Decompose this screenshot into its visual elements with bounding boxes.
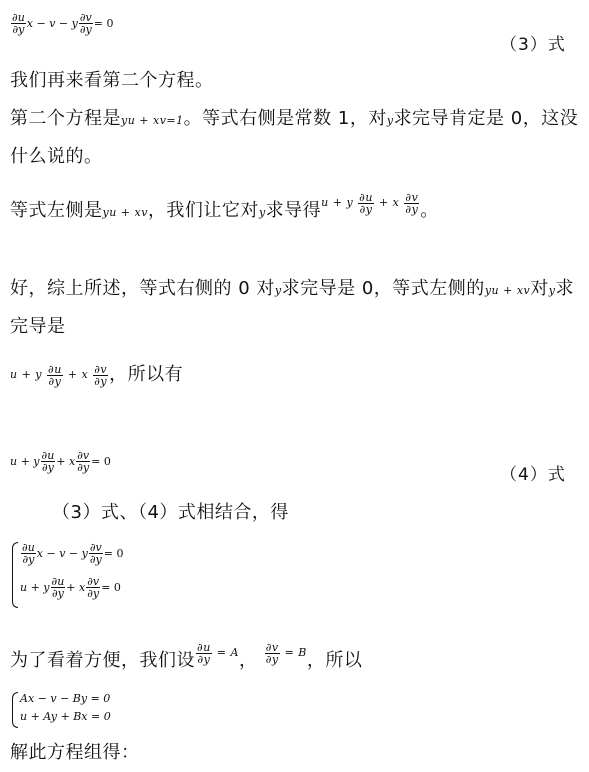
system-row	[20, 542, 123, 565]
equation-system-2	[10, 690, 170, 730]
numerator: ∂v	[405, 190, 419, 204]
numerator: ∂v	[89, 541, 102, 554]
equation-tag-4: （4）式	[500, 465, 566, 485]
partial-v-over-partial-y	[265, 642, 280, 665]
term: + x	[378, 196, 400, 209]
equals-zero: = 0	[103, 547, 124, 560]
text: 求	[555, 278, 574, 299]
term: u + y	[321, 196, 354, 209]
partial-u-over-partial-y	[21, 542, 36, 565]
equation-4	[10, 450, 111, 473]
text: ，所以	[306, 650, 363, 671]
system-row: u + Ay + Bx = 0	[20, 710, 111, 723]
definition-a	[195, 640, 239, 666]
partial-u-over-partial-y	[196, 642, 212, 665]
paragraph-line: 我们再来看第二个方程。	[10, 70, 214, 91]
partial-u-over-partial-y	[51, 576, 66, 599]
denominator: ∂y	[89, 553, 102, 566]
equation-system-1	[10, 540, 210, 610]
term: + x	[66, 581, 86, 594]
inline-equation: yu + xv=1	[121, 114, 184, 127]
system-row	[20, 576, 121, 599]
numerator: ∂u	[41, 449, 55, 462]
denominator: ∂y	[22, 553, 35, 566]
numerator: ∂u	[22, 541, 35, 554]
numerator: ∂v	[79, 11, 92, 24]
denominator: ∂y	[265, 652, 279, 666]
partial-v-over-partial-y	[86, 576, 100, 599]
partial-u-over-partial-y	[11, 12, 26, 35]
var-y: y	[258, 206, 266, 219]
left-brace	[12, 542, 18, 608]
denominator: ∂y	[405, 202, 419, 216]
numerator: ∂u	[197, 640, 211, 654]
denominator: ∂y	[359, 202, 373, 216]
denominator: ∂y	[41, 461, 54, 474]
paragraph-line: 完导是	[10, 316, 66, 337]
term: + x	[56, 455, 76, 468]
text: ，我们让它对	[147, 200, 259, 221]
paragraph-line	[10, 640, 363, 674]
inline-expression: yu + xv	[484, 284, 531, 297]
paragraph-line: 什么说的。	[10, 146, 103, 167]
partial-u-over-partial-y	[47, 364, 63, 387]
paragraph-line	[10, 276, 574, 304]
equation-3	[10, 12, 113, 35]
text: 对	[530, 278, 549, 299]
text: 求导得	[265, 200, 322, 221]
equals-a: = A	[216, 646, 239, 659]
definition-b	[264, 640, 307, 666]
denominator: ∂y	[12, 23, 25, 36]
paragraph-line	[10, 362, 183, 388]
text: 。等式右侧是常数 1，对	[183, 108, 387, 129]
var-y: y	[548, 284, 556, 297]
denominator: ∂y	[48, 374, 62, 388]
text: 等式左侧是	[10, 200, 103, 221]
numerator: ∂u	[12, 11, 25, 24]
partial-v-over-partial-y	[404, 192, 419, 215]
var-y: y	[274, 284, 282, 297]
equation-tag-3: （3）式	[500, 35, 566, 55]
paragraph-line: 解此方程组得：	[10, 742, 140, 763]
term: u + y	[10, 368, 43, 381]
partial-u-over-partial-y	[358, 192, 374, 215]
derivative-expression	[10, 362, 109, 388]
numerator: ∂v	[87, 575, 100, 588]
paragraph-line	[10, 190, 439, 226]
term: − v − y	[46, 547, 88, 560]
var-x: x	[36, 547, 43, 560]
denominator: ∂y	[77, 461, 90, 474]
inline-expression: yu + xv	[102, 206, 148, 219]
text: 好，综上所述，等式右侧的 0 对	[10, 278, 275, 299]
left-brace	[12, 692, 18, 728]
numerator: ∂u	[48, 362, 62, 376]
partial-v-over-partial-y	[79, 12, 93, 35]
system-row: Ax − v − By = 0	[20, 692, 111, 705]
denominator: ∂y	[197, 652, 211, 666]
numerator: ∂v	[77, 449, 90, 462]
denominator: ∂y	[94, 374, 108, 388]
equals-b: = B	[284, 646, 307, 659]
text: ，	[238, 650, 258, 671]
numerator: ∂v	[265, 640, 279, 654]
numerator: ∂u	[51, 575, 65, 588]
equals-zero: = 0	[101, 581, 121, 594]
var-y: y	[386, 114, 394, 127]
text: 第二个方程是	[10, 108, 121, 129]
numerator: ∂v	[94, 362, 108, 376]
partial-v-over-partial-y	[76, 450, 90, 473]
text: 为了看着方便，我们设	[10, 650, 195, 671]
paragraph-line	[10, 106, 578, 134]
denominator: ∂y	[87, 587, 100, 600]
derivative-expression	[321, 190, 420, 216]
denominator: ∂y	[79, 23, 92, 36]
partial-u-over-partial-y	[41, 450, 56, 473]
text: 。	[420, 200, 439, 221]
equals-zero: = 0	[91, 455, 111, 468]
equals-zero: = 0	[93, 17, 114, 30]
term: + x	[67, 368, 89, 381]
term: u + y	[10, 455, 40, 468]
partial-v-over-partial-y	[93, 364, 108, 387]
text: ，所以有	[109, 364, 184, 385]
var-x: x	[26, 17, 33, 30]
partial-v-over-partial-y	[89, 542, 103, 565]
paragraph-line: （3）式、（4）式相结合，得	[52, 502, 289, 523]
text: 求完导肯定是 0，这没	[393, 108, 579, 129]
term: u + y	[20, 581, 50, 594]
term: − v − y	[36, 17, 78, 30]
denominator: ∂y	[51, 587, 64, 600]
text: 求完导是 0，等式左侧的	[281, 278, 485, 299]
numerator: ∂u	[359, 190, 373, 204]
